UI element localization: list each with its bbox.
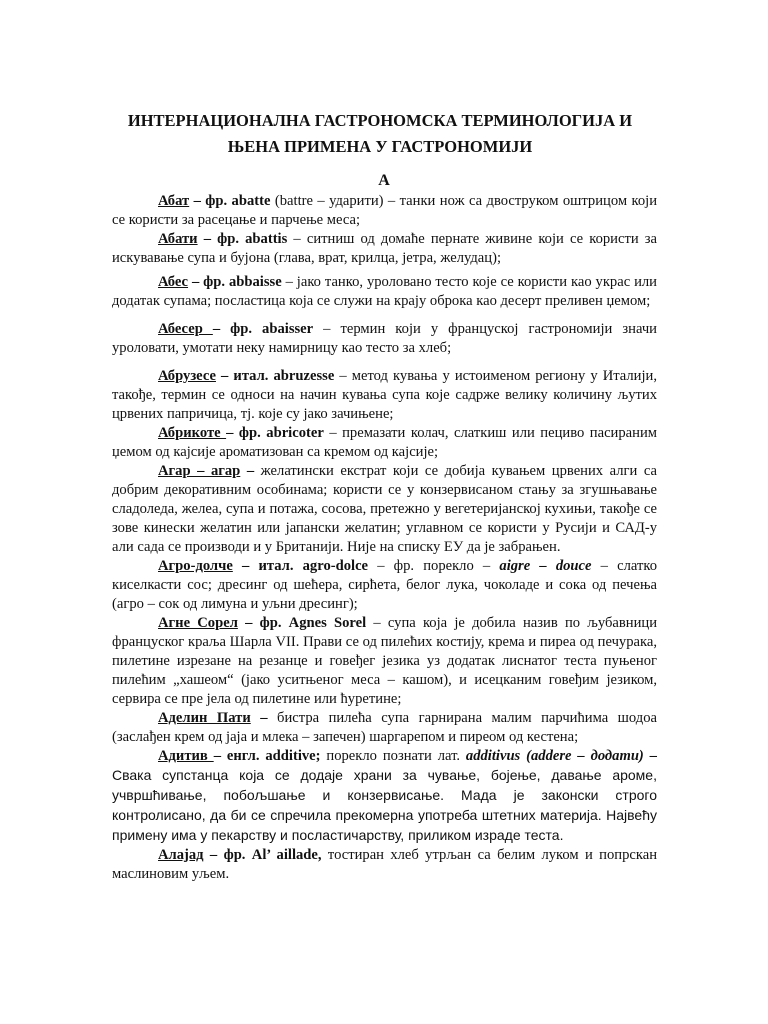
entry-definition: – фр. порекло –	[368, 558, 500, 574]
entry-origin: фр. abricoter	[238, 425, 324, 441]
glossary-entry	[112, 846, 657, 884]
entry-definition-cont: –	[643, 748, 657, 764]
entry-separator: –	[213, 748, 227, 764]
glossary-entry	[112, 192, 657, 230]
glossary-entry	[112, 367, 657, 424]
entry-definition: – ситниш од домаће пернате живине који се користи за искувавање супа и бујона (глава, врат, крилца, јетра, желудац);	[112, 231, 658, 266]
entry-separator: –	[197, 231, 218, 247]
entry-separator: –	[250, 710, 278, 726]
entry-separator: –	[215, 368, 234, 384]
glossary-entry	[112, 230, 657, 268]
entry-origin: фр. Agnes Sorel	[259, 615, 367, 631]
entry-definition: (battre – ударити) – танки нож са двоструком оштрицом који се користи за расецање и парчење меса;	[112, 193, 658, 228]
entry-term: Абат	[158, 193, 190, 209]
entry-origin: итал. abruzesse	[233, 368, 335, 384]
entry-origin: фр. abaisser	[230, 321, 314, 337]
entry-definition: – супа која је добила назив по љубавници француског краља Шарла VII. Прави се од пилећих костију, крема и пиреа од печурака, пилетине изрезане на резанце и говеђег језика уз додатак лиснатог теста пуњеног пилећим „хашеом“ (јако уситњеног меса – кашом), и исецканим говеђим језиком, сервира се пре јела од пилетине или ћуретине;	[112, 615, 658, 707]
entry-term: Абрузесе	[158, 368, 216, 384]
entry-origin: енгл. additive;	[226, 748, 321, 764]
glossary-entry	[112, 614, 657, 709]
entry-definition: – метод кувања у истоименом региону у Италији, такође, термин се односи на начин кувања супа које садрже велику количину љутих црвених папричица, тј. које су јако зачињене;	[112, 368, 657, 422]
entry-term: Адитив	[158, 748, 214, 764]
entry-origin: фр. abatte	[205, 193, 271, 209]
glossary-entry	[112, 557, 657, 614]
entry-term: Абесер	[158, 321, 213, 337]
entry-separator: –	[188, 274, 204, 290]
entry-definition: желатински екстрат који се добија кувањем црвених алги са добрим декоративним особинама; користи се у конзервисаном стању за згушњавање сладоледа, желеа, супа и потажа, сосова, претежно у вегетеријанској кухињи, такође се зове кинески желатин или јапански желатин; углавном се користи у Русији и САД-у али сада се производи и у Британији. Није на списку ЕУ да је забрањен.	[112, 463, 657, 555]
glossary-entry	[112, 709, 657, 747]
entry-term: Аделин Пати	[158, 710, 251, 726]
entry-etymology: aigre – douce	[499, 558, 592, 574]
entry-definition: тостиран хлеб утрљан са белим луком и попрскан маслиновим уљем.	[112, 847, 658, 882]
entry-separator: –	[189, 193, 206, 209]
title-line-2: ЊЕНА ПРИМЕНА У ГАСТРОНОМИЈИ	[227, 137, 533, 156]
entry-term: Агро-долче	[158, 558, 233, 574]
entry-term: Алајад	[158, 847, 204, 863]
entry-term: Агне Сорел	[158, 615, 238, 631]
title-line-1: ИНТЕРНАЦИОНАЛНА ГАСТРОНОМСКА ТЕРМИНОЛОГИЈА И	[127, 111, 633, 130]
entry-etymology: additivus (addere – додати)	[465, 748, 644, 764]
entry-origin: фр. Al’ aillade,	[223, 847, 322, 863]
entry-definition: – јако танко, уроловано тесто које се користи као украс или додатак супама; посластица која се служи на крају оброка као десерт преливен џемом;	[112, 274, 657, 309]
glossary-entry	[112, 424, 657, 462]
glossary-entry	[112, 462, 657, 557]
entry-separator: –	[203, 847, 224, 863]
entry-definition: порекло познати лат.	[320, 748, 466, 764]
entry-origin: фр. abbaisse	[203, 274, 282, 290]
entry-definition-sans: Свака супстанца која се додаје храни за чување, бојење, давање ароме, учвршћивање, побољшање и конзервисање. Мада је законски строго контролисано, да би се спречила прекомерна употреба штетних материја. Највећу примену има у пекарству и посластичарству, приликом израде теста.	[112, 767, 657, 843]
entry-definition: – термин који у француској гастрономији значи уроловати, умотати неку намирницу као тесто за хлеб;	[112, 321, 657, 356]
entry-definition: – премазати колач, слаткиш или пециво пасираним џемом од кајсије ароматизован са кремом од кајсије;	[112, 425, 657, 460]
entry-separator: –	[212, 321, 231, 337]
entry-separator: –	[240, 463, 261, 479]
entry-separator: –	[237, 615, 260, 631]
entry-definition: бистра пилећа супа гарнирана малим парчићима шодоа (заслађен крем од јаја и млека – запечен) шаргарепом и пиреом од кестена;	[112, 710, 657, 745]
glossary-entry	[112, 320, 657, 358]
entry-origin: фр. abattis	[217, 231, 288, 247]
glossary-entry	[112, 273, 657, 311]
section-letter: А	[378, 172, 390, 189]
entry-definition-cont: – слатко киселкасти сос; дресинг од шећера, сирћета, белог лука, чоколаде и сока од печења (агро – сок од лимуна и уљни дресинг);	[112, 558, 657, 612]
glossary-entries	[112, 192, 657, 884]
glossary-entry	[112, 747, 657, 846]
entry-origin: итал. agro-dolce	[258, 558, 369, 574]
entry-term: Агар – агар	[158, 463, 241, 479]
entry-separator: –	[226, 425, 239, 441]
entry-separator: –	[232, 558, 259, 574]
entry-term: Абес	[158, 274, 189, 290]
entry-term: Абати	[158, 231, 198, 247]
entry-term: Абрикоте	[158, 425, 227, 441]
document-title	[100, 108, 660, 160]
